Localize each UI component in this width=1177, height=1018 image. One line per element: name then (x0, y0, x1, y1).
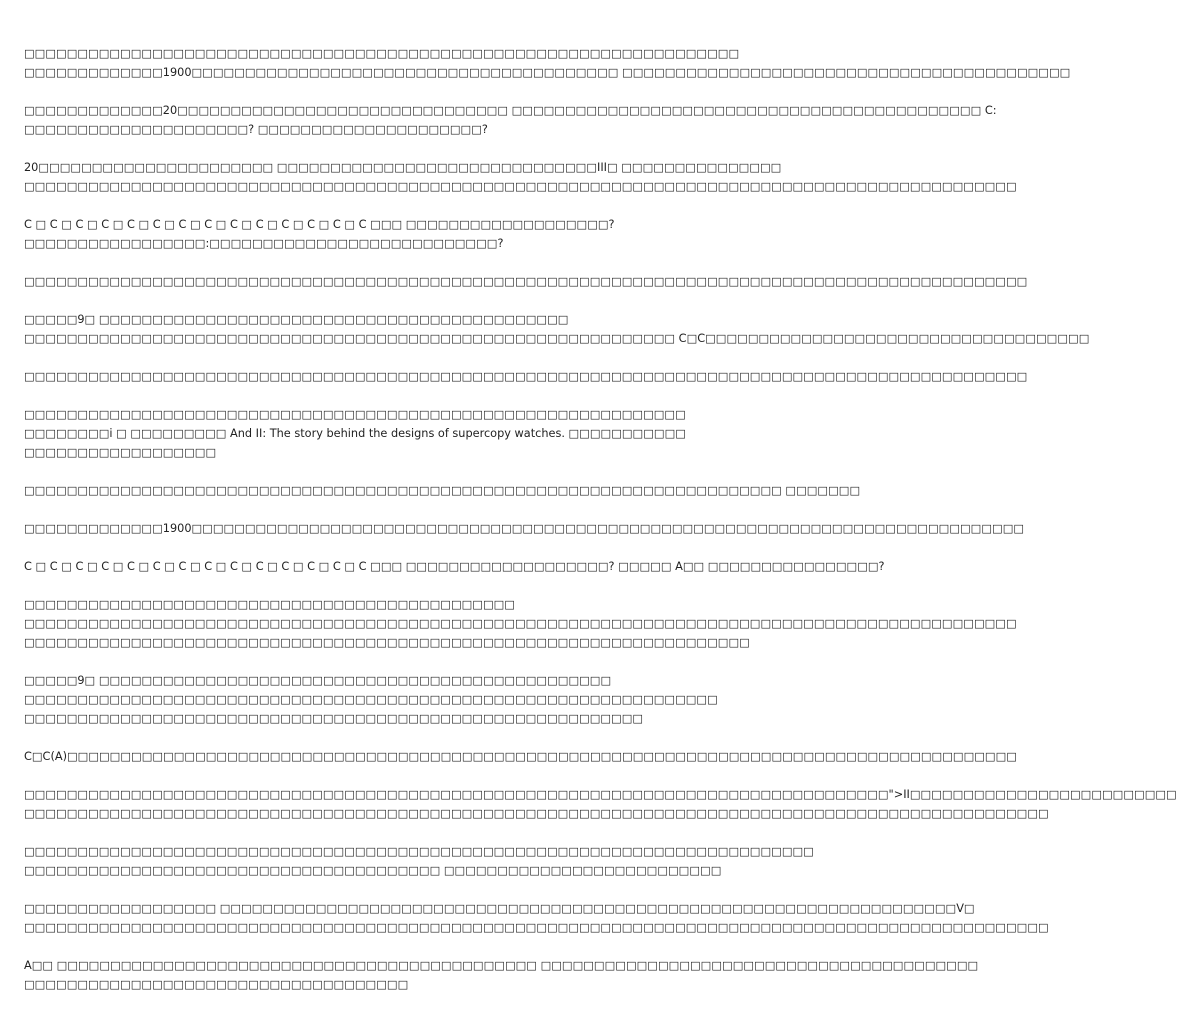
text-line: □□□□□□□□□□□□□□□□□□□□□□□□□□□□□□□□□□□□□□□□□□□□□□□□□□□□□□□□□□□□□□□□□□□□□□□□□□□□□□□□□">II□□□□□□□□□□□□□□□□□□□□□□□□□ (24, 788, 1177, 801)
paragraph (24, 158, 1017, 196)
paragraph (24, 215, 696, 253)
text-line: □□□□□9□ □□□□□□□□□□□□□□□□□□□□□□□□□□□□□□□□□□□□□□□□□□□□□□□□ (24, 674, 612, 687)
paragraph (24, 747, 1017, 766)
text-line: □□□□□□□□□□□□□□□□□□□□□□□□□□□□□□□□□□□□□□□□□□□□□□□□□□□□□□□□□□□□□□□□□□□□□□□□□□□□□□□□□□□□□□□□□□□□□□□□ (24, 921, 1049, 934)
text-line: □□□□□□□□□□□□□□□□□□□□□□□□□□□□□□□□□□□□□□□□□□□□□□□□□□□□□□□□□□□□□□□□□□□□□□□□□□□□□□□□□□□□□□□□□□□□□□ (24, 275, 1028, 288)
paragraph (24, 101, 997, 139)
text-line: □□□□□9□ □□□□□□□□□□□□□□□□□□□□□□□□□□□□□□□□□□□□□□□□□□□□ (24, 313, 569, 326)
text-line: C □ C □ C □ C □ C □ C □ C □ C □ C □ C □ C □ C □ C □ C □□□ □□□□□□□□□□□□□□□□□□□? □□□□□ A□□ □□□□□□□□□□□□□□□□? (24, 560, 885, 573)
text-line: □□□□□□□□□□□□□□□□□□ □□□□□□□□□□□□□□□□□□□□□□□□□□□□□□□□□□□□□□□□□□□□□□□□□□□□□□□□□□□□□□□□□□□□□V□ (24, 902, 975, 915)
paragraph (24, 481, 861, 500)
text-line: C□C(A)□□□□□□□□□□□□□□□□□□□□□□□□□□□□□□□□□□□□□□□□□□□□□□□□□□□□□□□□□□□□□□□□□□□□□□□□□□□□□□□□□□□□□□□□□ (24, 750, 1017, 763)
paragraph (24, 899, 1049, 937)
text-line: □□□□□□□□□□□□□□□□□:□□□□□□□□□□□□□□□□□□□□□□□□□□□? (24, 237, 504, 250)
text-line: A□□ □□□□□□□□□□□□□□□□□□□□□□□□□□□□□□□□□□□□□□□□□□□□□ □□□□□□□□□□□□□□□□□□□□□□□□□□□□□□□□□□□□□□□□□ (24, 959, 979, 972)
paragraph (24, 519, 1025, 538)
text-line: □□□□□□□□□□□□□□□□□□□□□□□□□□□□□□□□□□□□ (24, 978, 409, 991)
text-line: □□□□□□□□□□□□□□□□□□□□□□□□□□□□□□□□□□□□□□□□□□□□□□□□□□□□□□□□□□□□□□□□□ (24, 693, 718, 706)
paragraph (24, 785, 1177, 823)
text-line: □□□□□□□□□□□□□□□□□□□□□□□□□□□□□□□□□□□□□□□□□□□□□□□□□□□□□□□□□□□□□□□□□□□□□□□□□□□□□□□□□□□□□□□□□□□□□□ (24, 370, 1028, 383)
text-line: □□□□□□□□□□□□□1900□□□□□□□□□□□□□□□□□□□□□□□□□□□□□□□□□□□□□□□□ □□□□□□□□□□□□□□□□□□□□□□□□□□□□□□□□□□□□□□□□□□ (24, 66, 1071, 79)
paragraph (24, 595, 1017, 652)
text-line: □□□□□□□□□□□□□□□□□□□□□□□□□□□□□□□□□□□□□□□□□□□□□□□□□□□□□□□□□□□□□□□□□□□ (24, 47, 740, 60)
paragraph (24, 671, 718, 728)
document-body (24, 44, 1177, 1013)
text-line: □□□□□□□□□□□□□□□□□□□□□□□□□□□□□□□□□□□□□□□□□□□□□□□□□□□□□□□□□□□□□□□□□□□□□□□□□□□□□□□□□□□□□□□□□□□□□ (24, 180, 1017, 193)
text-line: □□□□□□□□□□□□□1900□□□□□□□□□□□□□□□□□□□□□□□□□□□□□□□□□□□□□□□□□□□□□□□□□□□□□□□□□□□□□□□□□□□□□□□□□□□□□□ (24, 522, 1025, 535)
paragraph (24, 557, 885, 576)
text-line: □□□□□□□□□□□□□□□□□□□□□□□□□□□□□□□□□□□□□□□□□□□□□□□□□□□□□□□□□□□□□□□□□□□□□□□□□□□□□□□□□□□□□□□□□□□□□ (24, 617, 1017, 630)
text-line: □□□□□□□□□□□□□20□□□□□□□□□□□□□□□□□□□□□□□□□□□□□□□ □□□□□□□□□□□□□□□□□□□□□□□□□□□□□□□□□□□□□□□□□□□□ C: (24, 104, 997, 117)
text-line: □□□□□□□□□□□□□□□□□□□□□? □□□□□□□□□□□□□□□□□□□□□? (24, 123, 488, 136)
paragraph (24, 367, 1028, 386)
text-line: □□□□□□□□□□□□□□□□□□□□□□□□□□□□□□□□□□□□□□□ □□□□□□□□□□□□□□□□□□□□□□□□□□ (24, 864, 722, 877)
text-line: □□□□□□□□□□□□□□□□□□□□□□□□□□□□□□□□□□□□□□□□□□□□□□□□□□□□□□□□□□□□□□□□□□□□□□□ □□□□□□□ (24, 484, 861, 497)
paragraph (24, 956, 979, 994)
paragraph (24, 405, 696, 462)
text-line: C □ C □ C □ C □ C □ C □ C □ C □ C □ C □ C □ C □ C □ C □□□ □□□□□□□□□□□□□□□□□□□? (24, 218, 615, 231)
text-line: □□□□□□□□□□□□□□□□□□□□□□□□□□□□□□□□□□□□□□□□□□□□□□□□□□□□□□□□□□□□□□□□□□□□□□i □ □□□□□□□□□ And II: The story behind the designs of supercopy watches. □□□□□□□□□□□□□□□□□□□□□□□□□□□□□ (24, 408, 686, 459)
text-line: □□□□□□□□□□□□□□□□□□□□□□□□□□□□□□□□□□□□□□□□□□□□□□□□□□□□□□□□□□□□□□□□□□□□□□□□□□ (24, 845, 814, 858)
paragraph (24, 310, 1090, 348)
paragraph (24, 842, 814, 880)
text-line: □□□□□□□□□□□□□□□□□□□□□□□□□□□□□□□□□□□□□□□□□□□□□□□□□□□□□□□□□□ (24, 712, 644, 725)
text-line: □□□□□□□□□□□□□□□□□□□□□□□□□□□□□□□□□□□□□□□□□□□□□□□□□□□□□□□□□□□□□□□□□□□□□□□□□□□□□□□□□□□□□□□□□□□□□□□□ (24, 807, 1049, 820)
paragraph (24, 272, 1028, 291)
text-line: □□□□□□□□□□□□□□□□□□□□□□□□□□□□□□□□□□□□□□□□□□□□□□□□□□□□□□□□□□□□□□□□□□□□ (24, 636, 750, 649)
text-line: □□□□□□□□□□□□□□□□□□□□□□□□□□□□□□□□□□□□□□□□□□□□□□ (24, 598, 515, 611)
text-line: □□□□□□□□□□□□□□□□□□□□□□□□□□□□□□□□□□□□□□□□□□□□□□□□□□□□□□□□□□□□□ C□C□□□□□□□□□□□□□□□□□□□□□□□□□□□□□□□□□□□□ (24, 332, 1090, 345)
text-line: 20□□□□□□□□□□□□□□□□□□□□□□ □□□□□□□□□□□□□□□□□□□□□□□□□□□□□□III□ □□□□□□□□□□□□□□□ (24, 161, 782, 174)
paragraph (24, 44, 1071, 82)
